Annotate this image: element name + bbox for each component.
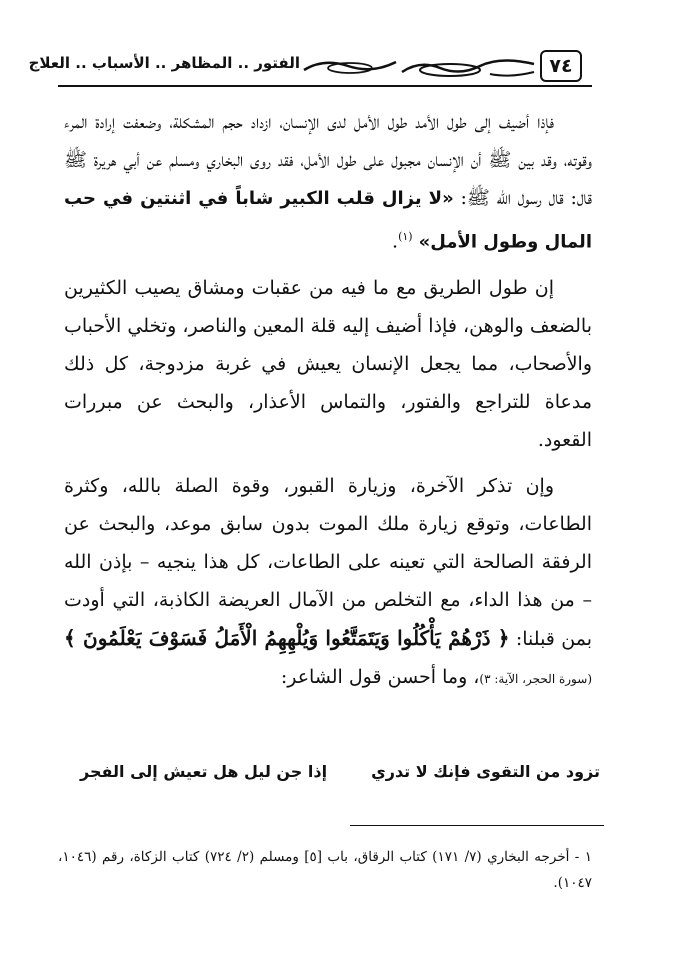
paragraph-1: فإذا أضيف إلى طول الأمد طول الأمل لدى الإنسان، ازداد حجم المشكلة، وضعفت إرادة المرء وقوته، وقد بين ﷺ أن الإنسان مجبول على طول الأمل، فقد روى البخاري ومسلم عن أبي هريرة ﷺ قال: قال رسول الله ﷺ: «لا يزال قلب الكبير شاباً في اثنتين في حب المال وطول الأمل» $^{(١)}$. [64,111,592,253]
paragraph-2: إن طول الطريق مع ما فيه من عقبات ومشاق يصيب الكثيرين بالضعف والوهن، فإذا أضيف إليه قلة المعين والناصر، وتخلي الأحباب والأصحاب، مما يجعل الإنسان يعيش في غربة مزدوجة، كل ذلك مدعاة للتراجع والفتور، والتماس الأعذار، والبحث عن مبررات القعود. [64,277,592,452]
body-text [64,103,592,706]
paragraph-3-text: وإن تذكر الآخرة، وزيارة القبور، وقوة الصلة بالله، وكثرة الطاعات، وتوقع زيارة ملك الموت بدون سابق موعد، والبحث عن الرفقة الصالحة التي تعينه على الطاعات، كل هذا ينجيه – بإذن الله – من هذا الداء، مع التخلص من الآمال العريضة الكاذبة، التي أودت بمن قبلنا: [64,475,592,651]
quran-verse: ﴿ ذَرْهُمْ يَأْكُلُوا وَيَتَمَتَّعُوا وَيُلْهِهِمُ الْأَمَلُ فَسَوْفَ يَعْلَمُونَ ﴾ [64,626,510,651]
header-ornament-middle [300,52,400,82]
page-number: ٧٤ [540,50,582,82]
poem-first-half: تزود من التقوى فإنك لا تدري [371,762,600,781]
poem-verse [80,762,600,781]
footnote-separator [350,825,604,826]
footnote-marker: (١) [398,230,413,243]
paragraph-1-text: فإذا أضيف إلى طول الأمد طول الأمل لدى الإنسان، ازداد حجم المشكلة، وضعفت إرادة المرء وقوته، وقد بين ﷺ أن الإنسان مجبول على طول الأمل، فقد روى البخاري ومسلم عن أبي هريرة ﷺ قال: قال رسول الله ﷺ: [64,111,592,209]
footnote: ١ - أخرجه البخاري (٧/ ١٧١) كتاب الرقاق، باب [٥] ومسلم (٢/ ٧٢٤) كتاب الزكاة، رقم (١٠٤٦، ١٠٤٧). [58,849,593,891]
hadith-quote: «لا يزال قلب الكبير شاباً في اثنتين في حب المال وطول الأمل» [64,188,592,253]
paragraph-3 [64,467,592,698]
running-header-title: الفتور .. المظاهر .. الأسباب .. العلاج [28,54,300,72]
paragraph-3-ending: ، وما أحسن قول الشاعر: [280,666,480,689]
surah-reference: (سورة الحجر، الآية: ٣) [479,672,592,687]
header-ornament-right [400,52,536,82]
poem-second-half: إذا جن ليل هل تعيش إلى الفجر [80,762,328,781]
header-rule [58,85,592,87]
